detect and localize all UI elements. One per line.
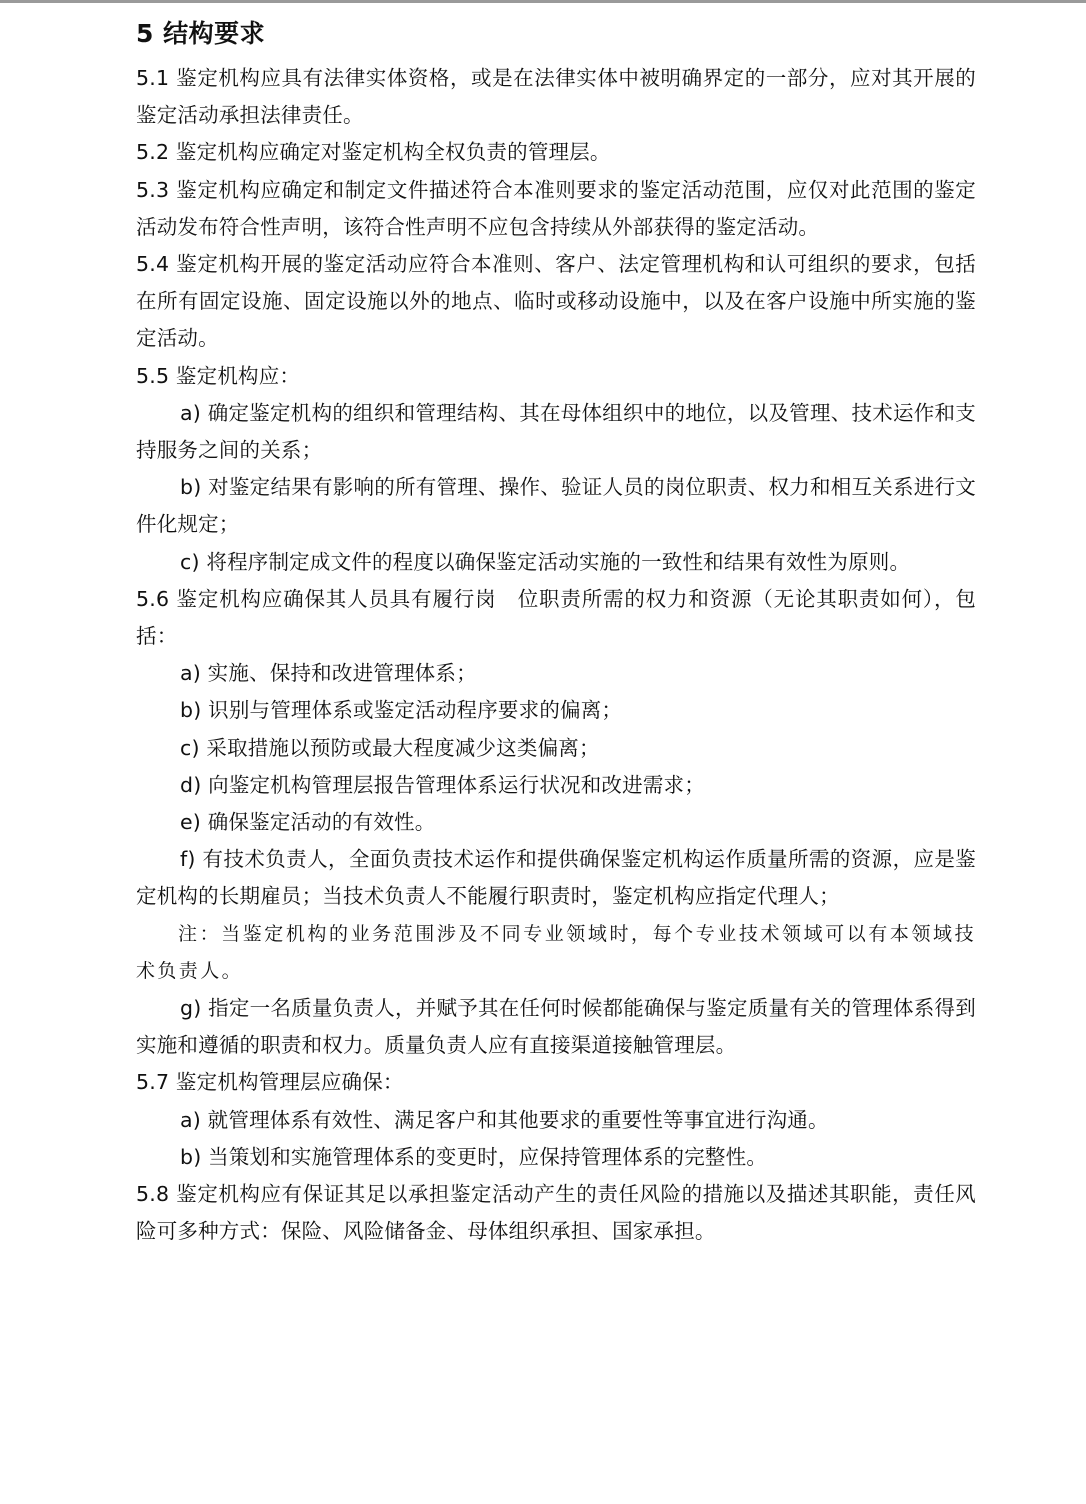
- clause-5-2: 5.2 鉴定机构应确定对鉴定机构全权负责的管理层。: [136, 140, 611, 165]
- clause-5-5-b: b) 对鉴定结果有影响的所有管理、操作、验证人员的岗位职责、权力和相互关系进行文件化规定；: [136, 475, 976, 537]
- clause-5-6-a: a) 实施、保持和改进管理体系；: [180, 661, 477, 686]
- clause-5-3: 5.3 鉴定机构应确定和制定文件描述符合本准则要求的鉴定活动范围，应仅对此范围的鉴定活动发布符合性声明，该符合性声明不应包含持续从外部获得的鉴定活动。: [136, 177, 976, 239]
- clause-5-4: 5.4 鉴定机构开展的鉴定活动应符合本准则、客户、法定管理机构和认可组织的要求，包括在所有固定设施、固定设施以外的地点、临时或移动设施中，以及在客户设施中所实施的鉴定活动。: [136, 252, 976, 351]
- clause-5-1: 5.1 鉴定机构应具有法律实体资格，或是在法律实体中被明确界定的一部分，应对其开展的鉴定活动承担法律责任。: [136, 66, 976, 128]
- clause-5-5: 5.5 鉴定机构应：: [136, 363, 301, 388]
- clause-5-7-a: a) 就管理体系有效性、满足客户和其他要求的重要性等事宜进行沟通。: [180, 1107, 829, 1132]
- clause-5-6-e: e) 确保鉴定活动的有效性。: [180, 810, 436, 835]
- clause-5-7: 5.7 鉴定机构管理层应确保：: [136, 1070, 404, 1095]
- clause-5-6-c: c) 采取措施以预防或最大程度减少这类偏离；: [180, 735, 600, 760]
- clause-5-6-f: f) 有技术负责人，全面负责技术运作和提供确保鉴定机构运作质量所需的资源，应是鉴定机构的长期雇员；当技术负责人不能履行职责时，鉴定机构应指定代理人；: [136, 847, 976, 909]
- section-heading: 5 结构要求: [136, 19, 266, 48]
- clause-5-6-note: 注：当鉴定机构的业务范围涉及不同专业领域时，每个专业技术领域可以有本领域技术负责人。: [136, 922, 976, 982]
- top-rule: [0, 0, 1086, 3]
- clause-5-8: 5.8 鉴定机构应有保证其足以承担鉴定活动产生的责任风险的措施以及描述其职能，责任风险可多种方式：保险、风险储备金、母体组织承担、国家承担。: [136, 1182, 976, 1244]
- clause-5-6-g: g) 指定一名质量负责人，并赋予其在任何时候都能确保与鉴定质量有关的管理体系得到实施和遵循的职责和权力。质量负责人应有直接渠道接触管理层。: [136, 996, 976, 1058]
- document-page: [136, 14, 976, 1251]
- clause-5-7-b: b) 当策划和实施管理体系的变更时，应保持管理体系的完整性。: [180, 1144, 768, 1169]
- clause-5-5-c: c) 将程序制定成文件的程度以确保鉴定活动实施的一致性和结果有效性为原则。: [180, 549, 911, 574]
- clause-5-6-b: b) 识别与管理体系或鉴定活动程序要求的偏离；: [180, 698, 623, 723]
- clause-5-6: 5.6 鉴定机构应确保其人员具有履行岗 位职责所需的权力和资源（无论其职责如何），包括：: [136, 586, 976, 649]
- clause-5-6-d: d) 向鉴定机构管理层报告管理体系运行状况和改进需求；: [180, 772, 705, 797]
- clause-5-5-a: a) 确定鉴定机构的组织和管理结构、其在母体组织中的地位，以及管理、技术运作和支持服务之间的关系；: [136, 400, 976, 463]
